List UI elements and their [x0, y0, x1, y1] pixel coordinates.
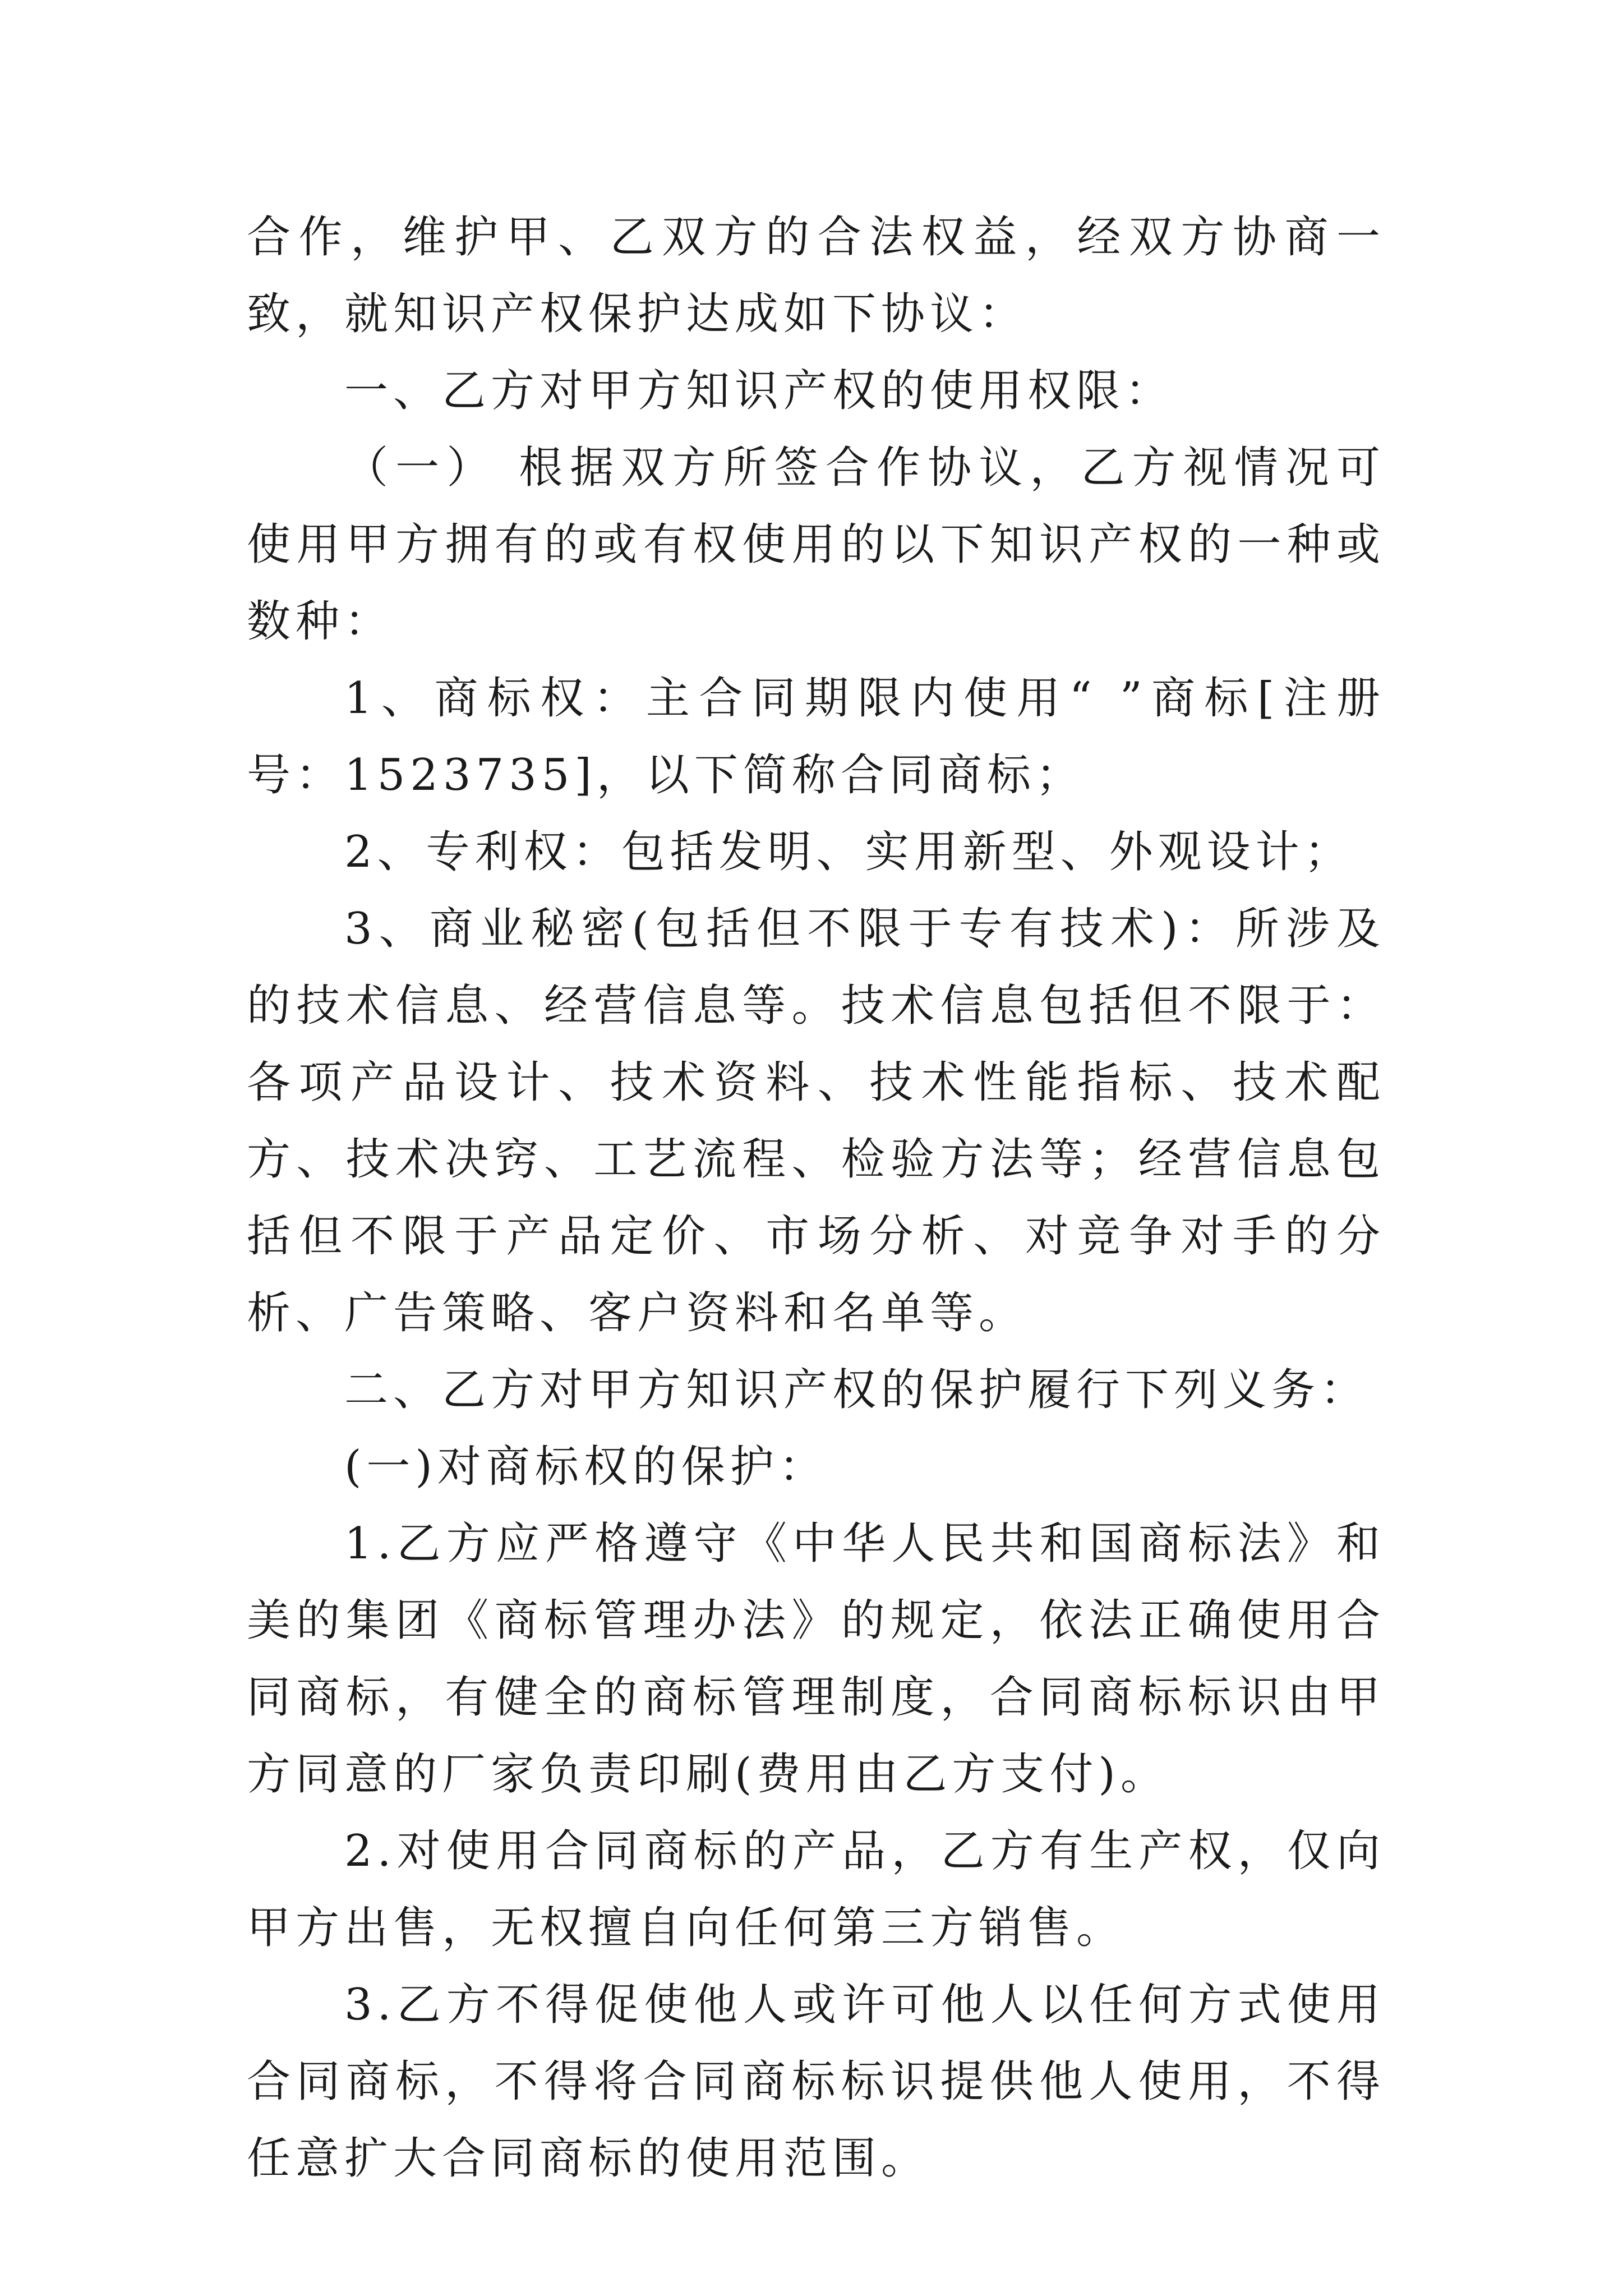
paragraph-intro: 合作，维护甲、乙双方的合法权益，经双方协商一致，就知识产权保护达成如下协议：: [247, 212, 1385, 339]
section-heading-obligations: 二、乙方对甲方知识产权的保护履行下列义务：: [344, 1365, 1370, 1415]
list-item-trade-secret: 3、商业秘密(包括但不限于专有技术)：所涉及的技术信息、经营信息等。技术信息包括但不限于：各项产品设计、技术资料、技术性能指标、技术配方、技术决窍、工艺流程、检验方法等；经营信息包括但不限于产品定价、市场分析、对竞争对手的分析、广告策略、客户资料和名单等。: [247, 904, 1385, 1338]
clause-3: 3.乙方不得促使他人或许可他人以任何方式使用合同商标，不得将合同商标标识提供他人使用，不得任意扩大合同商标的使用范围。: [247, 1980, 1385, 2184]
clause-1: 1.乙方应严格遵守《中华人民共和国商标法》和美的集团《商标管理办法》的规定，依法正确使用合同商标，有健全的商标管理制度，合同商标标识由甲方同意的厂家负责印刷(费用由乙方支付)。: [247, 1519, 1385, 1800]
list-item-patent: 2、专利权：包括发明、实用新型、外观设计；: [344, 827, 1353, 877]
section-heading-usage-rights: 一、乙方对甲方知识产权的使用权限：: [344, 366, 1174, 416]
paragraph-usage-scope: （一） 根据双方所签合作协议，乙方视情况可使用甲方拥有的或有权使用的以下知识产权的一种或数种：: [247, 443, 1385, 647]
clause-2: 2.对使用合同商标的产品，乙方有生产权，仅向甲方出售，无权擅自向任何第三方销售。: [247, 1826, 1385, 1953]
document-body: [247, 199, 1385, 2197]
subsection-heading-trademark-protection: (一)对商标权的保护：: [344, 1442, 828, 1492]
list-item-trademark: 1、商标权：主合同期限内使用“ ”商标[注册号：1523735]，以下简称合同商标；: [247, 673, 1385, 800]
